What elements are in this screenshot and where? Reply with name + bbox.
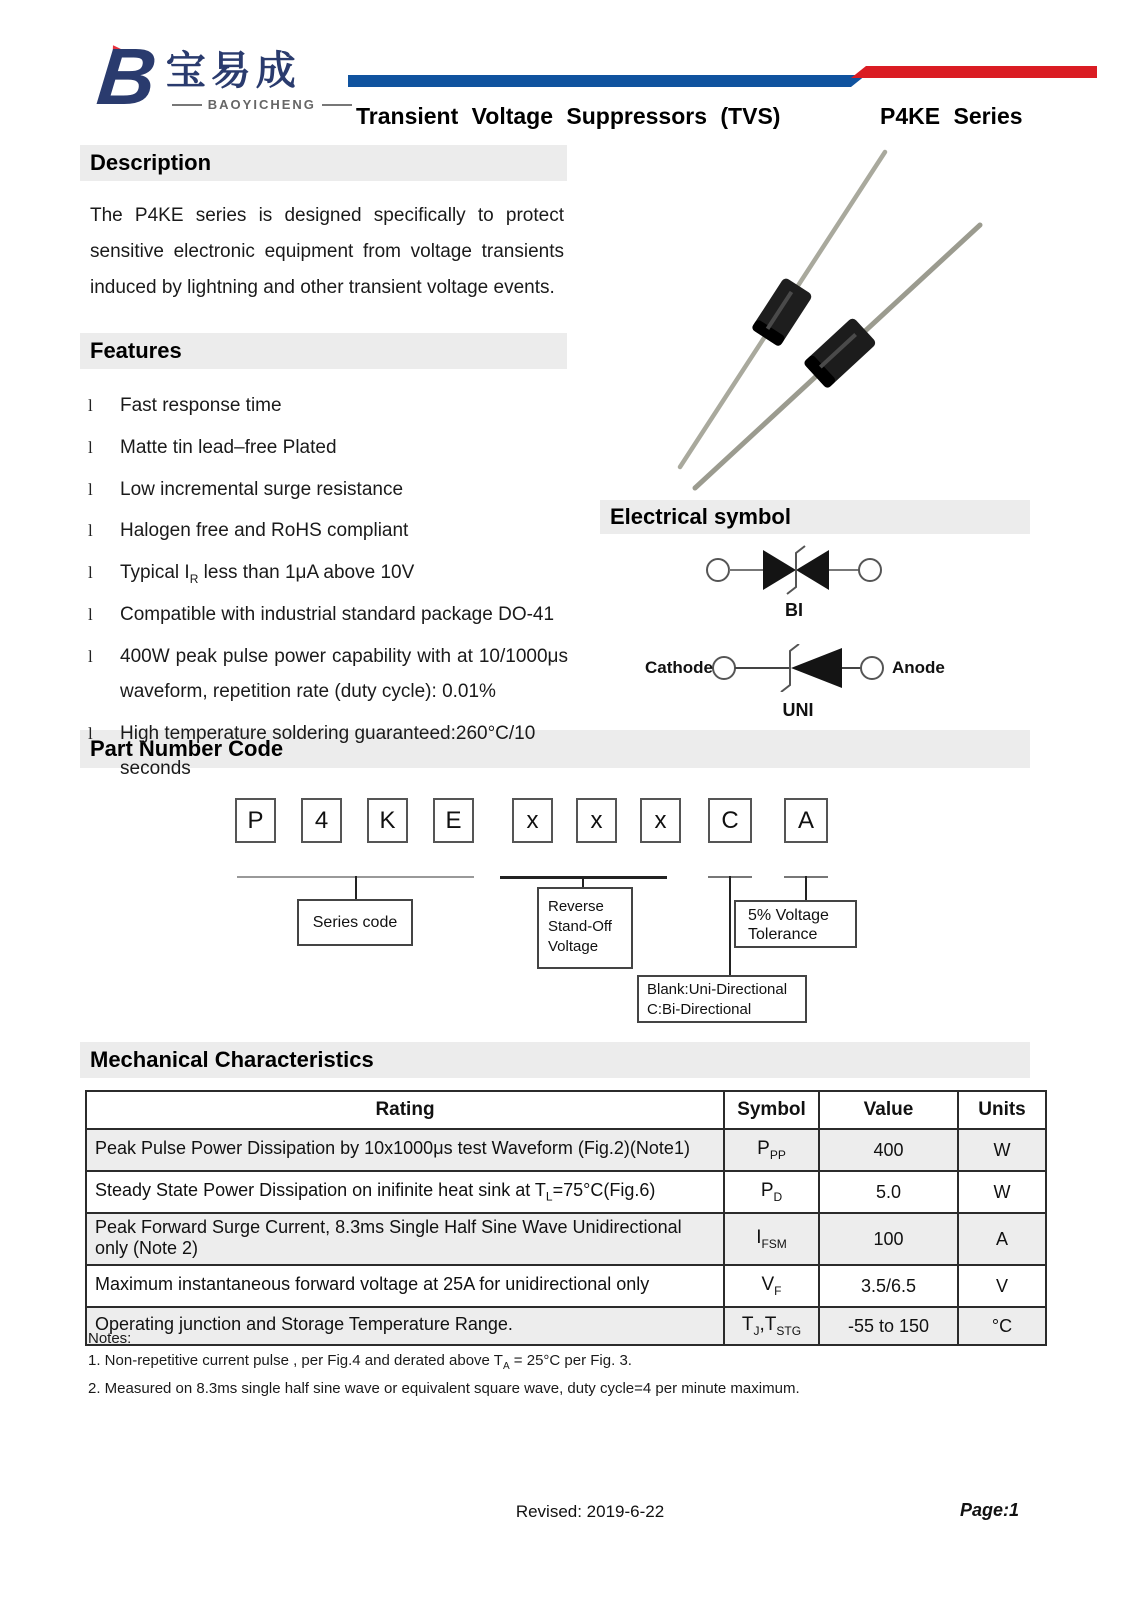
feature-text: Typical $I_R$ less than 1μA above 10V xyxy=(120,562,415,586)
feature-text: Low incremental surge resistance xyxy=(120,478,404,500)
section-title-electrical-symbol: Electrical symbol xyxy=(600,500,1030,534)
section-title-part-number-code: Part Number Code xyxy=(80,730,1030,768)
units-cell: °C xyxy=(958,1307,1046,1345)
units-cell: W xyxy=(958,1129,1046,1171)
part-code-box-k: K xyxy=(367,798,408,843)
list-item xyxy=(88,597,572,639)
symbol-cell: $T_J,T_{STG}$ xyxy=(724,1307,819,1345)
column-header-units: Units xyxy=(958,1091,1046,1129)
logo-text xyxy=(166,48,358,112)
table-row xyxy=(86,1129,1046,1171)
part-code-box-p: P xyxy=(235,798,276,843)
symbol-cell: $V_F$ xyxy=(724,1265,819,1307)
part-code-box-x3: x xyxy=(640,798,681,843)
bullet-marker: l xyxy=(88,396,93,415)
features-list xyxy=(88,388,572,792)
feature-text: Halogen free and RoHS compliant xyxy=(120,520,409,542)
series-code-label: Series code xyxy=(297,899,413,946)
document-title: Transient Voltage Suppressors (TVS) xyxy=(356,103,781,129)
a-connector-line xyxy=(805,876,807,901)
voltage-connector-line xyxy=(582,876,584,887)
mechanical-characteristics-table xyxy=(85,1090,1047,1346)
uni-symbol-label: UNI xyxy=(782,700,814,720)
column-header-value: Value xyxy=(819,1091,958,1129)
rating-cell: Maximum instantaneous forward voltage at 25A for unidirectional only xyxy=(86,1265,724,1307)
bullet-marker: l xyxy=(88,479,93,499)
rating-cell: Peak Forward Surge Current, 8.3ms Single Half Sine Wave Unidirectional only (Note 2) xyxy=(86,1213,724,1265)
feature-text: 400W peak pulse power capability with at 10/1000μs waveform, repetition rate (duty cycle): 0.01% xyxy=(120,645,568,702)
page-number: Page:1 xyxy=(960,1500,1020,1520)
notes-block xyxy=(88,1328,800,1400)
list-item xyxy=(88,388,572,430)
banner-blue-bar xyxy=(348,75,866,87)
bullet-marker: l xyxy=(88,563,93,583)
list-item xyxy=(88,472,572,514)
list-item xyxy=(88,513,572,555)
table-row xyxy=(86,1265,1046,1307)
bidirectional-tvs-symbol xyxy=(705,544,883,596)
section-title-mechanical-characteristics: Mechanical Characteristics xyxy=(80,1042,1030,1078)
value-cell: 3.5/6.5 xyxy=(819,1265,958,1307)
banner-red-bar xyxy=(851,66,1097,78)
table-header-row xyxy=(86,1091,1046,1129)
table-row xyxy=(86,1171,1046,1213)
rating-cell: Peak Pulse Power Dissipation by 10x1000μs test Waveform (Fig.2)(Note1) xyxy=(86,1129,724,1171)
rating-cell: Operating junction and Storage Temperature Range. xyxy=(86,1307,724,1345)
part-code-box-a: A xyxy=(784,798,828,843)
list-item xyxy=(88,555,572,597)
series-connector-line xyxy=(355,876,357,899)
column-header-symbol: Symbol xyxy=(724,1091,819,1129)
value-cell: 5.0 xyxy=(819,1171,958,1213)
part-code-box-x1: x xyxy=(512,798,553,843)
cathode-label: Cathode xyxy=(645,658,713,677)
bullet-marker: l xyxy=(88,646,93,666)
notes-title: Notes: xyxy=(88,1330,132,1347)
part-code-box-x2: x xyxy=(576,798,617,843)
feature-text: Matte tin lead–free Plated xyxy=(120,436,337,458)
description-paragraph: The P4KE series is designed specifically to protect sensitive electronic equipment from voltage transients induced by lightning and other transient voltage events. xyxy=(90,205,564,298)
company-logo xyxy=(93,32,358,121)
rating-cell: Steady State Power Dissipation on inifinite heat sink at $T_L=75^\circ C(Fig.6)$ xyxy=(86,1171,724,1213)
feature-text: High temperature soldering guaranteed:260°C/10 seconds xyxy=(120,722,536,779)
revision-date: Revised: 2019-6-22 xyxy=(515,1502,665,1521)
bi-symbol-label: BI xyxy=(785,600,803,620)
series-name: P4KE Series xyxy=(880,103,1023,129)
unidirectional-tvs-symbol xyxy=(712,644,884,692)
list-item xyxy=(88,430,572,472)
symbol-cell: $P_D$ xyxy=(724,1171,819,1213)
value-cell: 400 xyxy=(819,1129,958,1171)
directionality-label: Blank:Uni-Directional C:Bi-Directional xyxy=(637,975,807,1023)
bullet-marker: l xyxy=(88,604,93,624)
part-code-box-4: 4 xyxy=(301,798,342,843)
reverse-standoff-voltage-label: Reverse Stand-Off Voltage xyxy=(537,887,633,969)
anode-label: Anode xyxy=(892,658,945,677)
table-row xyxy=(86,1213,1046,1265)
symbol-cell: $P_{PP}$ xyxy=(724,1129,819,1171)
voltage-tolerance-label: 5% Voltage Tolerance xyxy=(734,900,857,948)
list-item xyxy=(88,716,572,793)
list-item xyxy=(88,639,572,716)
part-code-box-c: C xyxy=(708,798,752,843)
feature-text: Fast response time xyxy=(120,395,282,416)
diode-product-photo xyxy=(610,135,1110,495)
note-2: 2. Measured on 8.3ms single half sine wave or equivalent square wave, duty cycle=4 per minute maximum. xyxy=(88,1380,800,1397)
value-cell: -55 to 150 xyxy=(819,1307,958,1345)
note-1: 1. Non-repetitive current pulse , per Fig.4 and derated above $T_A = 25^\circ C$ per Fig. 3. xyxy=(88,1352,632,1372)
part-code-box-e: E xyxy=(433,798,474,843)
units-cell: V xyxy=(958,1265,1046,1307)
units-cell: A xyxy=(958,1213,1046,1265)
section-title-description: Description xyxy=(80,145,567,181)
c-connector-line xyxy=(729,876,731,975)
column-header-rating: Rating xyxy=(86,1091,724,1129)
units-cell: W xyxy=(958,1171,1046,1213)
bullet-marker: l xyxy=(88,723,93,743)
bullet-marker: l xyxy=(88,437,93,457)
logo-b-mark: B xyxy=(93,32,159,121)
bullet-marker: l xyxy=(88,521,93,541)
feature-text: Compatible with industrial standard package DO-41 xyxy=(120,603,555,625)
logo-chinese-name: 宝易成 xyxy=(165,49,301,93)
symbol-cell: $I_{FSM}$ xyxy=(724,1213,819,1265)
value-cell: 100 xyxy=(819,1213,958,1265)
diode1-body xyxy=(751,277,813,348)
section-title-features: Features xyxy=(80,333,567,369)
logo-latin-name: BAOYICHENG xyxy=(166,97,358,112)
